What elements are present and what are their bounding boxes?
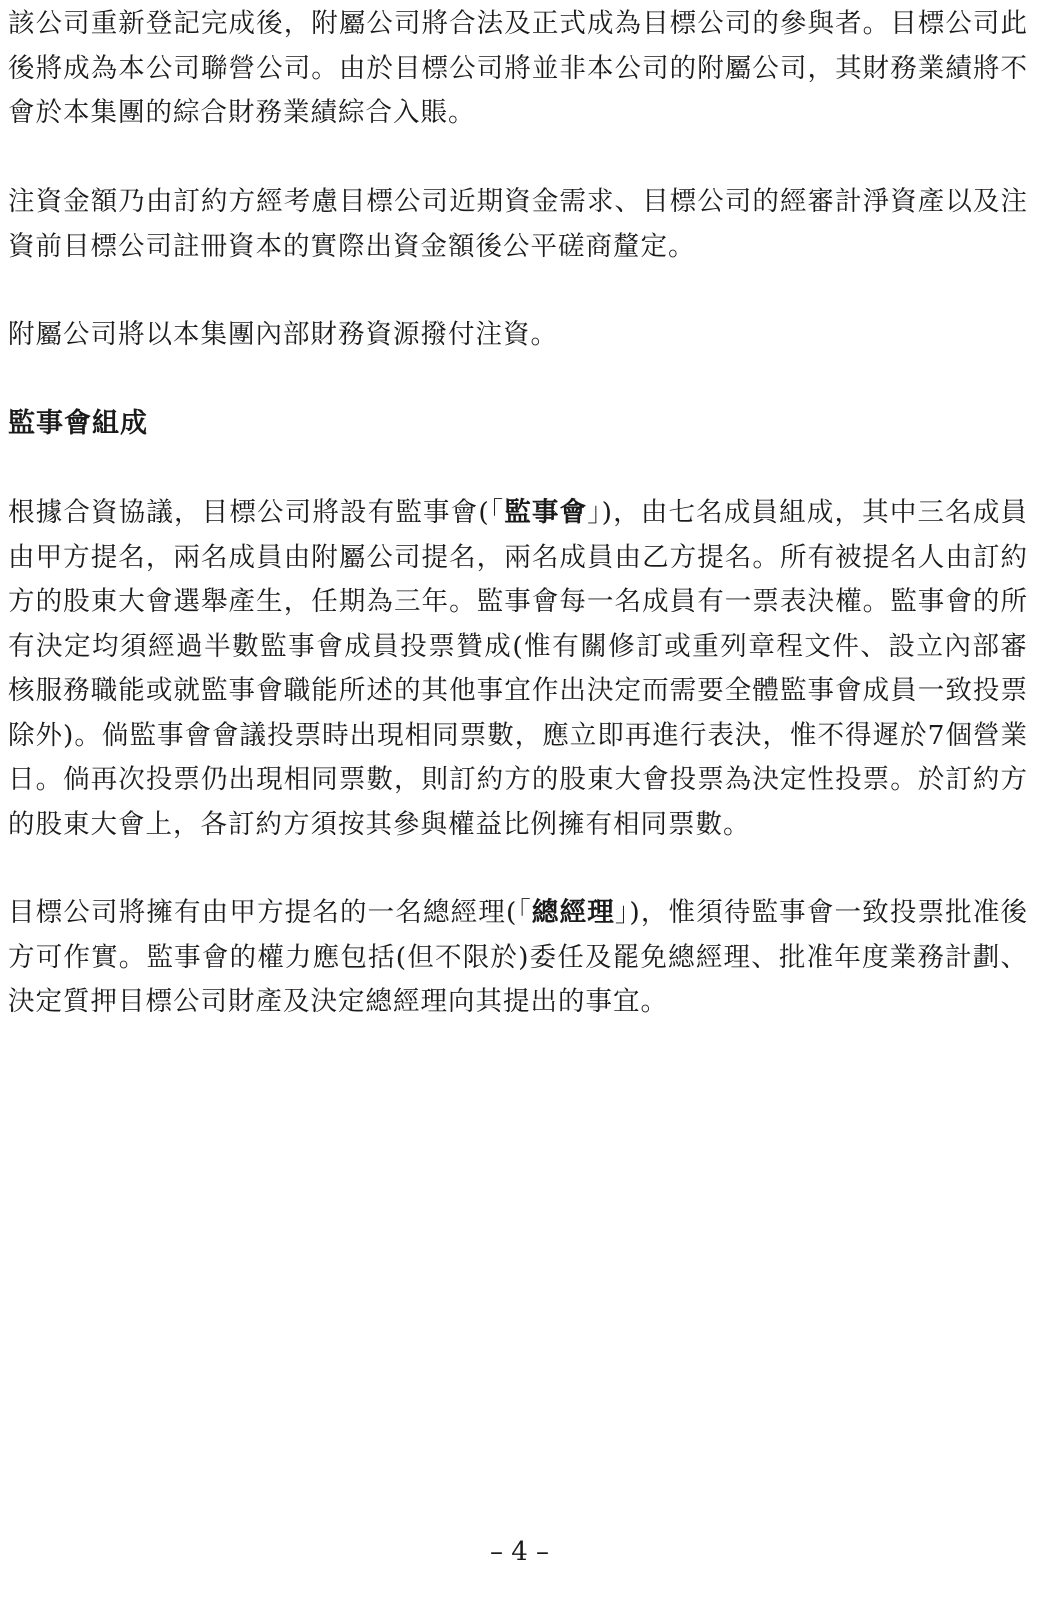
paragraph-general-manager [8, 891, 1028, 1025]
paragraph-funding-source: 附屬公司將以本集團內部財務資源撥付注資。 [8, 319, 558, 350]
paragraph-text: 」)，惟須待監事會一致投票批准後方可作實。監事會的權力應包括(但不限於)委任及罷免總經理、批准年度業務計劃、決定質押目標公司財產及決定總經理向其提出的事宜。 [8, 897, 1029, 1017]
paragraph-text: 根據合資協議，目標公司將設有監事會(「 [8, 497, 505, 528]
defined-term-general-manager: 總經理 [531, 897, 615, 928]
section-heading-supervisory-board: 監事會組成 [8, 408, 148, 439]
paragraph-capital-amount: 注資金額乃由訂約方經考慮目標公司近期資金需求、目標公司的經審計淨資產以及注資前目標公司註冊資本的實際出資金額後公平磋商釐定。 [8, 186, 1028, 262]
paragraph-supervisory-board [8, 491, 1028, 847]
defined-term-supervisory-board: 監事會 [504, 497, 588, 528]
paragraph-text: 」)，由七名成員組成，其中三名成員由甲方提名，兩名成員由附屬公司提名，兩名成員由乙方提名。所有被提名人由訂約方的股東大會選舉產生，任期為三年。監事會每一名成員有一票表決權。監事會的所有決定均須經過半數監事會成員投票贊成(惟有關修訂或重列章程文件、設立內部審核服務職能或就監事會職能所述的其他事宜作出決定而需要全體監事會成員一致投票除外)。倘監事會會議投票時出現相同票數，應立即再進行表決，惟不得遲於7個營業日。倘再次投票仍出現相同票數，則訂約方的股東大會投票為決定性投票。於訂約方的股東大會上，各訂約方須按其參與權益比例擁有相同票數。 [8, 497, 1028, 840]
page-number: – 4 – [489, 1537, 550, 1567]
paragraph-company-registration: 該公司重新登記完成後，附屬公司將合法及正式成為目標公司的參與者。目標公司此後將成為本公司聯營公司。由於目標公司將並非本公司的附屬公司，其財務業績將不會於本集團的綜合財務業績綜合入賬。 [8, 8, 1028, 128]
paragraph-text: 目標公司將擁有由甲方提名的一名總經理(「 [8, 897, 532, 928]
